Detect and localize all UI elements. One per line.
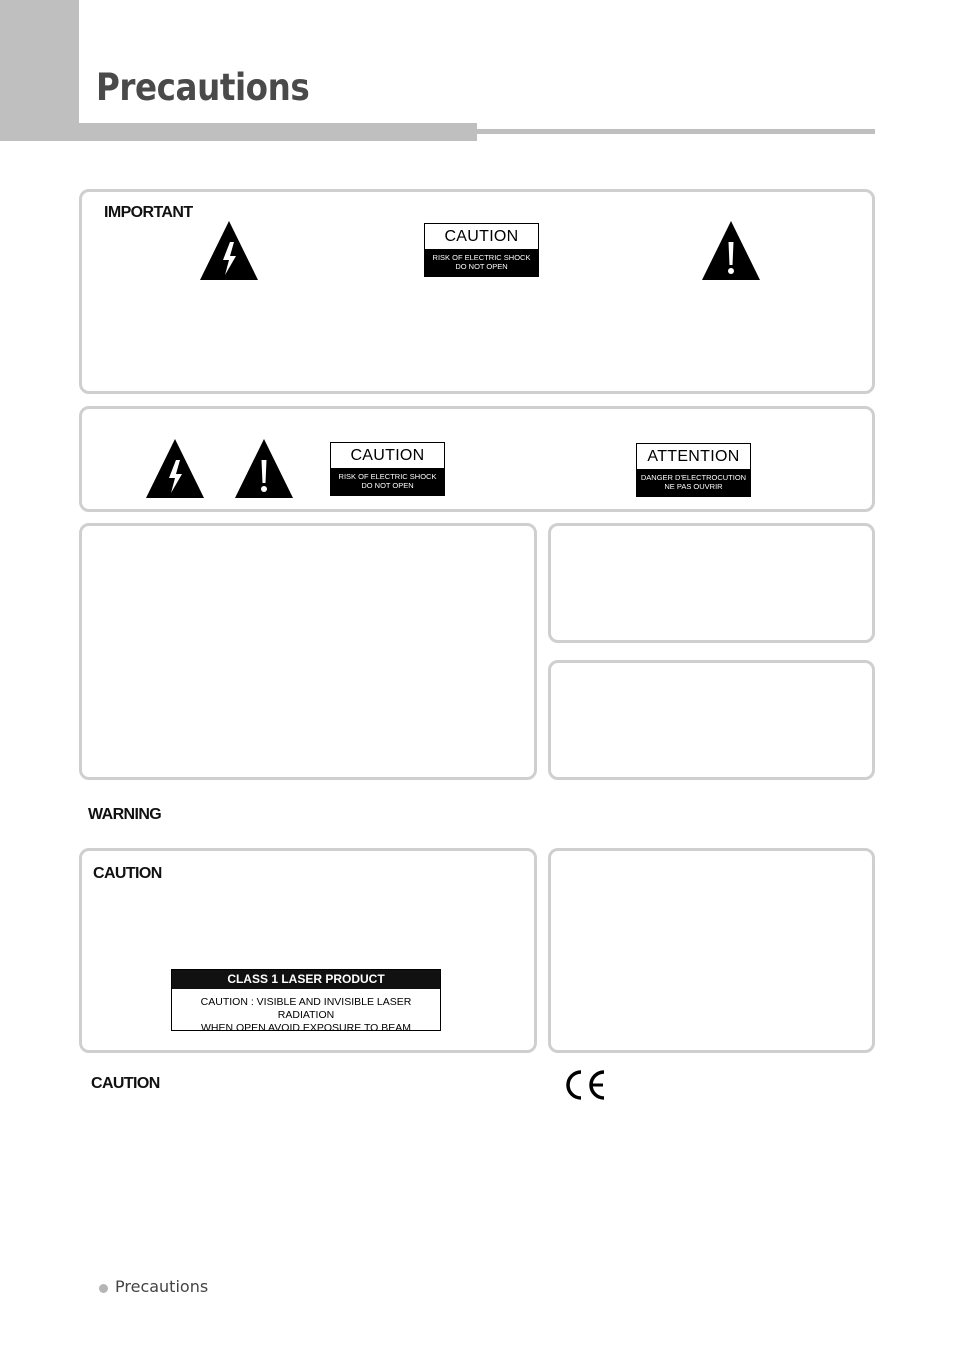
attention-label xyxy=(636,443,751,497)
laser-product-label xyxy=(171,969,441,1034)
attention-label-line1: DANGER D'ELECTROCUTION xyxy=(640,473,747,482)
laser-label-line1: CAUTION : VISIBLE AND INVISIBLE LASER RADIATION xyxy=(200,996,412,1021)
bottom-caution-label: CAUTION xyxy=(91,1075,160,1092)
ce-mark-icon xyxy=(563,1068,607,1102)
caution-label-title: CAUTION xyxy=(444,228,519,245)
header-bar xyxy=(79,123,477,141)
info-box-right-lower xyxy=(548,848,875,1053)
caution-label-line2: DO NOT OPEN xyxy=(455,262,508,271)
caution-label-line1: RISK OF ELECTRIC SHOCK xyxy=(338,472,437,481)
exclamation-warning-icon xyxy=(701,220,761,281)
footer-bullet xyxy=(99,1284,108,1293)
page-title: Precautions xyxy=(96,66,310,109)
info-box-left xyxy=(79,523,537,780)
laser-label-title: CLASS 1 LASER PRODUCT xyxy=(172,970,440,989)
caution-label-title: CAUTION xyxy=(350,447,425,464)
lightning-warning-icon xyxy=(145,438,205,499)
laser-label-text xyxy=(172,989,440,1035)
info-box-right-top xyxy=(548,523,875,643)
caution-label-text xyxy=(331,468,444,495)
lightning-warning-icon xyxy=(199,220,259,281)
caution-label xyxy=(330,442,445,496)
attention-label-line2: NE PAS OUVRIR xyxy=(664,482,723,491)
attention-label-text xyxy=(637,469,750,496)
footer-section-title: Precautions xyxy=(115,1277,209,1296)
caution-label-line2: DO NOT OPEN xyxy=(361,481,414,490)
caution-label-line1: RISK OF ELECTRIC SHOCK xyxy=(432,253,531,262)
header-block xyxy=(0,0,79,141)
info-box-right-bottom xyxy=(548,660,875,780)
important-label: IMPORTANT xyxy=(104,204,193,221)
caution-label-text xyxy=(425,249,538,276)
exclamation-warning-icon xyxy=(234,438,294,499)
warning-label: WARNING xyxy=(88,806,162,823)
laser-caution-label: CAUTION xyxy=(93,865,162,882)
attention-label-title: ATTENTION xyxy=(647,448,740,465)
header-rule xyxy=(477,129,875,134)
caution-label xyxy=(424,223,539,277)
laser-label-line2: WHEN OPEN AVOID EXPOSURE TO BEAM xyxy=(200,1022,412,1034)
